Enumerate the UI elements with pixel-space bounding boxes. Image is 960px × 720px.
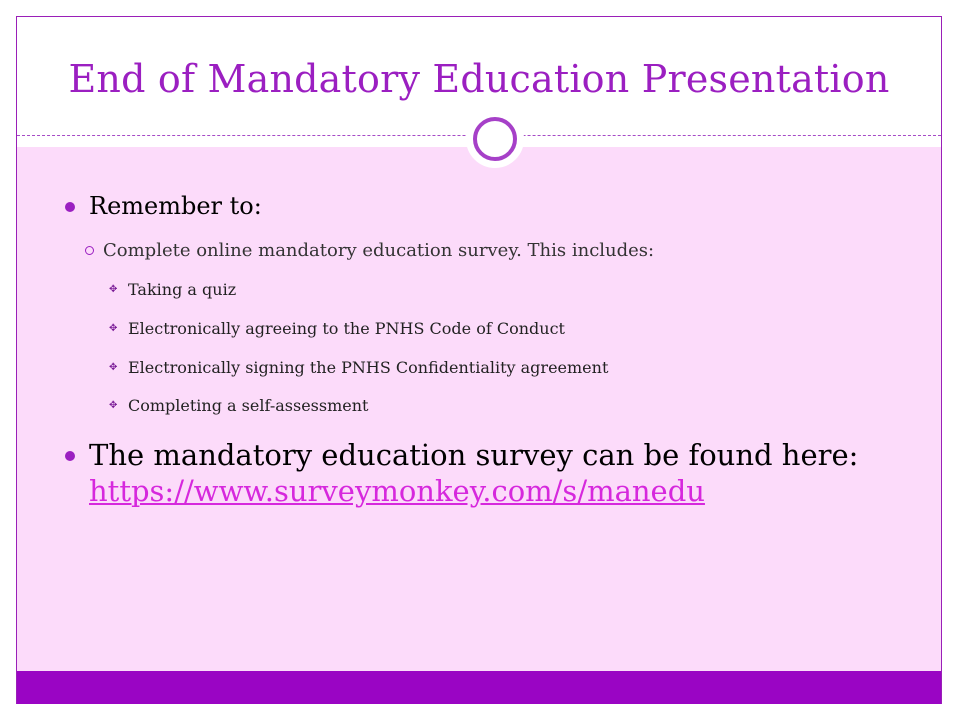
ring-inner bbox=[473, 117, 517, 161]
footer-bar bbox=[17, 671, 941, 704]
sub-item-text: Taking a quiz bbox=[128, 280, 237, 299]
bullet-survey-location-text: The mandatory education survey can be found here: bbox=[89, 438, 859, 472]
sub-item-text: Electronically signing the PNHS Confidentiality agreement bbox=[128, 358, 609, 377]
sub-item-text: Completing a self-assessment bbox=[128, 396, 369, 415]
content-area bbox=[17, 147, 941, 671]
quadrant-star-icon: ✥ bbox=[109, 362, 118, 373]
slide-title: End of Mandatory Education Presentation bbox=[68, 57, 890, 101]
filled-circle-bullet-icon bbox=[65, 202, 75, 212]
quadrant-star-icon: ✥ bbox=[109, 400, 118, 411]
decorative-ring-icon bbox=[466, 110, 524, 168]
bullet-remember-text: Remember to: bbox=[89, 192, 262, 220]
quadrant-star-icon: ✥ bbox=[109, 284, 118, 295]
survey-link[interactable]: https://www.surveymonkey.com/s/manedu bbox=[89, 474, 705, 508]
quadrant-star-icon: ✥ bbox=[109, 323, 118, 334]
bullet-survey-item-text: Complete online mandatory education survey. This includes: bbox=[103, 240, 655, 261]
filled-circle-bullet-icon bbox=[65, 451, 75, 461]
hollow-circle-icon bbox=[85, 246, 94, 255]
slide-frame bbox=[16, 16, 942, 704]
sub-item-text: Electronically agreeing to the PNHS Code of Conduct bbox=[128, 319, 565, 338]
